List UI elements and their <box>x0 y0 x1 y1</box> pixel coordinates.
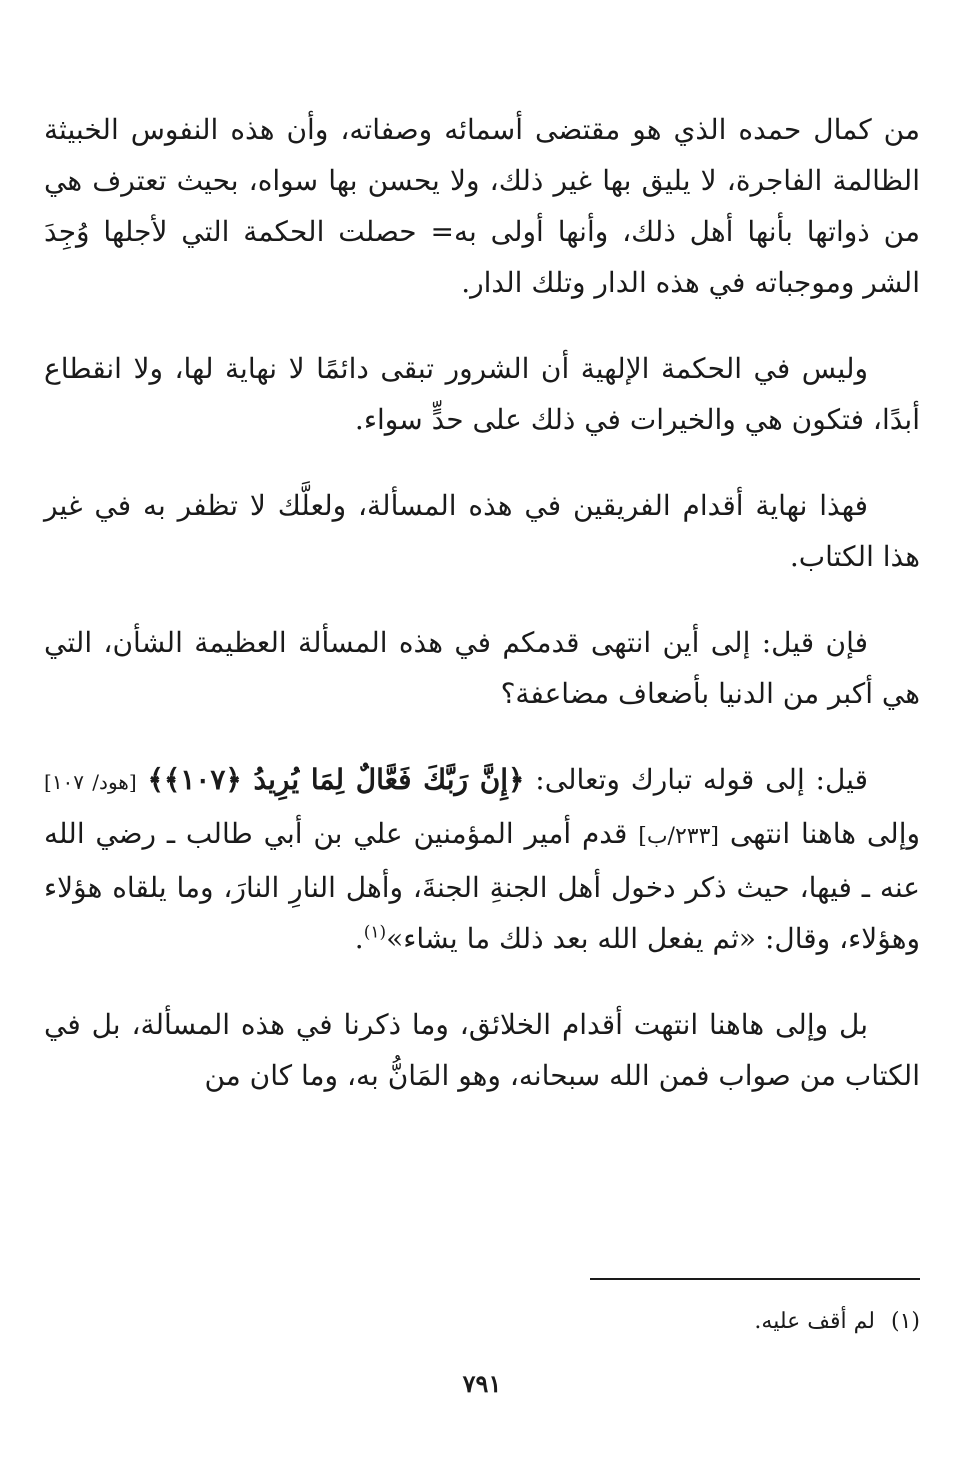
footnote-text: لم أقف عليه. <box>754 1309 875 1334</box>
paragraph-4: فإن قيل: إلى أين انتهى قدمكم في هذه المسألة العظيمة الشأن، التي هي أكبر من الدنيا بأضعاف مضاعفة؟ <box>44 626 920 710</box>
paragraph-5-rest: قدم أمير المؤمنين علي بن أبي طالب ـ رضي الله عنه ـ فيها، حيث ذكر دخول أهل الجنةِ الجنةَ، وأهل النارِ النارَ، وما يلقاه هؤلاء وهؤلاء، وقال: «ثم يفعل الله بعد ذلك ما يشاء» <box>44 817 920 955</box>
paragraph-5-middle: وإلى هاهنا انتهى <box>729 817 920 850</box>
paragraph-2: وليس في الحكمة الإلهية أن الشرور تبقى دائمًا لا نهاية لها، ولا انقطاع أبدًا، فتكون هي والخيرات في ذلك على حدٍّ سواء. <box>44 352 920 436</box>
paragraph-1: من كمال حمده الذي هو مقتضى أسمائه وصفاته، وأن هذه النفوس الخبيثة الظالمة الفاجرة، لا يليق بها غير ذلك، ولا يحسن بها سواه، بحيث تعترف هي من ذواتها بأنها أهل ذلك، وأنها أولى به= حصلت الحكمة التي لأجلها وُجِدَ الشر وموجباته في هذه الدار وتلك الدار. <box>44 113 920 299</box>
paragraph-5 <box>44 754 920 964</box>
footnote-divider <box>590 1278 920 1280</box>
paragraph-3: فهذا نهاية أقدام الفريقين في هذه المسألة، ولعلَّك لا تظفر به في غير هذا الكتاب. <box>44 489 920 573</box>
paragraph-5-intro: قيل: إلى قوله تبارك وتعالى: <box>524 763 869 796</box>
quran-verse: ﴿إِنَّ رَبَّكَ فَعَّالٌ لِمَا يُرِيدُ ﴿١٠٧﴾﴾ <box>147 763 525 796</box>
surah-reference: [هود/ ١٠٧] <box>44 770 137 794</box>
manuscript-folio-reference: [٢٣٣/ب] <box>638 824 719 849</box>
page-number: ٧٩١ <box>462 1369 502 1398</box>
footnote <box>754 1304 920 1340</box>
paragraph-5-end: . <box>354 922 364 955</box>
paragraph-6: بل وإلى هاهنا انتهت أقدام الخلائق، وما ذكرنا في هذه المسألة، بل في الكتاب من صواب فمن الله سبحانه، وهو المَانُّ به، وما كان من <box>44 1008 920 1092</box>
footnote-marker[interactable]: (١) <box>363 922 387 943</box>
main-text <box>44 104 920 1101</box>
footnote-number: (١) <box>890 1309 920 1334</box>
